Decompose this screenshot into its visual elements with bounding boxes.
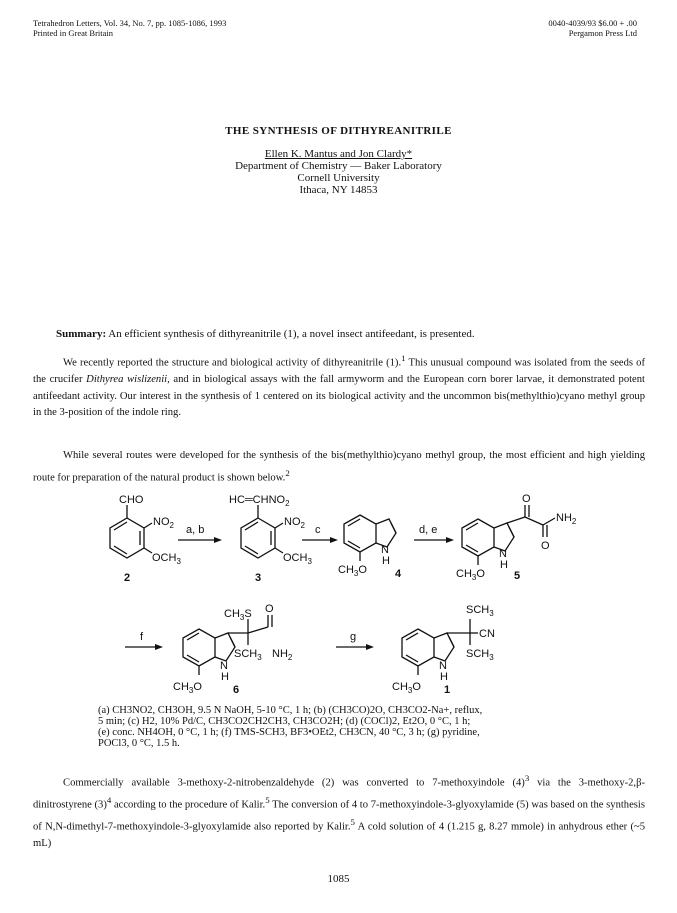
- p3-ref-3: 5: [265, 795, 270, 806]
- compound-number-3: 3: [255, 572, 262, 584]
- p1-ref: 1: [401, 353, 406, 363]
- compound-number-4: 4: [395, 568, 402, 580]
- arrow-label-c: c: [315, 524, 321, 536]
- h-label-6: H: [221, 671, 229, 683]
- reaction-scheme: [0, 485, 677, 700]
- methoxy-label: $OCH_3$: [152, 552, 181, 566]
- methoxy-label-6: $CH_3O$: [173, 681, 202, 695]
- p3-text-d: The conversion of 4 to 7-methoxyindole-3-glyoxylamide (5) was based on the synthesis of N,N-dimethyl-7-methoxyindole-3-glyoxylamide also reported by Kalir.: [33, 799, 645, 833]
- compound-number-5: 5: [514, 570, 521, 582]
- journal-header: [33, 18, 226, 38]
- conditions-line-4: POCl3, 0 °C, 1.5 h.: [98, 738, 180, 749]
- p3-text-b: via the 3-methoxy-2,β-dinitrostyrene (3): [33, 777, 646, 811]
- author-university: Cornell University: [297, 172, 380, 184]
- nh-label-5: N: [499, 548, 507, 560]
- p1-species: Dithyrea wislizenii,: [86, 374, 170, 386]
- summary-text: An efficient synthesis of dithyreanitrile (1), a novel insect antifeedant, is presented.: [108, 328, 475, 340]
- paragraph-1: [33, 350, 645, 422]
- methoxy-label-4: $CH_3O$: [338, 564, 367, 578]
- h-label-1: H: [440, 671, 448, 683]
- conditions-line-2: 5 min; (c) H2, 10% Pd/C, CH3CO2CH2CH3, CH3CO2H; (d) (COCl)2, Et2O, 0 °C, 1 h;: [98, 716, 471, 727]
- p3-text-e: A cold solution of 4 (1.215 g, 8.27 mmole) in anhydrous ether (~5 mL): [33, 821, 645, 850]
- p1-text-b: This unusual compound was isolated from the seeds of the crucifer: [33, 357, 646, 386]
- compound-1-structure: [392, 604, 495, 695]
- p1-text-a: We recently reported the structure and biological activity of dithyreanitrile (1).: [63, 357, 402, 369]
- nitro-label-3: $NO_2$: [284, 516, 305, 530]
- compound-number-2: 2: [124, 572, 131, 584]
- methylthio-label-1a: $SCH_3$: [466, 604, 494, 618]
- paragraph-2: [33, 448, 645, 487]
- p3-text-c: according to the procedure of Kalir.: [111, 799, 266, 811]
- reaction-conditions: [98, 705, 618, 749]
- p3-ref-2: 4: [106, 795, 112, 806]
- oxo-label-1: O: [522, 493, 531, 505]
- nitrovinyl-label: $HC═CHNO_2$: [229, 494, 290, 508]
- oxo-label-2: O: [541, 540, 550, 552]
- p1-text-c: and in biological assays with the fall armyworm and the European corn borer larvae, it demonstrated potent antifeedant activity. Our interest in the synthesis of 1 centered on its biological activity and the uncommon bis(methylthio)cyano methyl group in the 3-position of the indole ring.: [33, 374, 646, 419]
- aldehyde-label: CHO: [119, 494, 144, 506]
- compound-number-6: 6: [233, 684, 240, 696]
- nh-label-4: N: [381, 544, 389, 556]
- p2-text: While several routes were developed for the synthesis of the bis(methylthio)cyano methyl group, the most efficient and high yielding route for preparation of the natural product is shown below.: [33, 450, 645, 484]
- compound-3-structure: [229, 494, 312, 566]
- methylthio-label-6b: $SCH_3$: [234, 648, 262, 662]
- compound-5-structure: [456, 493, 577, 582]
- amide-label-6: $NH_2$: [272, 648, 293, 662]
- compound-number-1: 1: [444, 684, 451, 696]
- summary: [56, 328, 646, 340]
- paper-title: THE SYNTHESIS OF DITHYREANITRILE: [225, 125, 452, 137]
- p3-text-a: Commercially available 3-methoxy-2-nitrobenzaldehyde (2) was converted to 7-methoxyindole (4): [63, 777, 525, 789]
- author-block: [0, 148, 677, 196]
- author-names: Ellen K. Mantus and Jon Clardy*: [264, 148, 413, 160]
- amide-label-5: $NH_2$: [556, 512, 577, 526]
- nh-label-6: N: [220, 660, 228, 672]
- methoxy-label-1: $CH_3O$: [392, 681, 421, 695]
- nitro-label: $NO_2$: [153, 516, 174, 530]
- compound-6-structure: [173, 603, 293, 695]
- methylthio-label-1b: $SCH_3$: [466, 648, 494, 662]
- h-label-4: H: [382, 555, 390, 567]
- oxo-label-6: O: [265, 603, 274, 615]
- paragraph-3: [33, 770, 645, 853]
- arrow-label-g: g: [350, 631, 357, 643]
- author-city: Ithaca, NY 14853: [299, 184, 378, 196]
- nh-label-1: N: [439, 660, 447, 672]
- methoxy-label-3: $OCH_3$: [283, 552, 312, 566]
- compound-4-structure: [338, 515, 396, 578]
- p3-ref-4: 5: [350, 817, 355, 828]
- methoxy-label-5: $CH_3O$: [456, 568, 485, 582]
- summary-label: Summary:: [56, 328, 107, 340]
- publisher-name: Pergamon Press Ltd: [568, 28, 637, 38]
- arrow-label-de: d, e: [419, 524, 438, 536]
- h-label-5: H: [500, 559, 508, 571]
- arrow-label-ab: a, b: [186, 524, 205, 536]
- page-number: 1085: [327, 873, 350, 885]
- printed-in: Printed in Great Britain: [33, 28, 114, 38]
- publisher-header: [548, 18, 637, 38]
- conditions-line-1: (a) CH3NO2, CH3OH, 9.5 N NaOH, 5-10 °C, 1 h; (b) (CH3CO)2O, CH3CO2-Na+, reflux,: [98, 705, 483, 716]
- p2-ref: 2: [285, 467, 290, 478]
- author-department: Department of Chemistry — Baker Laboratory: [235, 160, 442, 172]
- p3-ref-1: 3: [524, 773, 530, 783]
- issn-code: 0040-4039/93 $6.00 + .00: [548, 18, 637, 28]
- journal-citation: Tetrahedron Letters, Vol. 34, No. 7, pp. 1085-1086, 1993: [33, 18, 227, 28]
- methylthio-label-6a: $CH_3S$: [224, 608, 252, 622]
- conditions-line-3: (e) conc. NH4OH, 0 °C, 1 h; (f) TMS-SCH3, BF3•OEt2, CH3CN, 40 °C, 3 h; (g) pyridine,: [98, 727, 480, 738]
- compound-2-structure: [110, 494, 181, 566]
- nitrile-label: CN: [479, 628, 495, 640]
- arrow-label-f: f: [140, 631, 144, 643]
